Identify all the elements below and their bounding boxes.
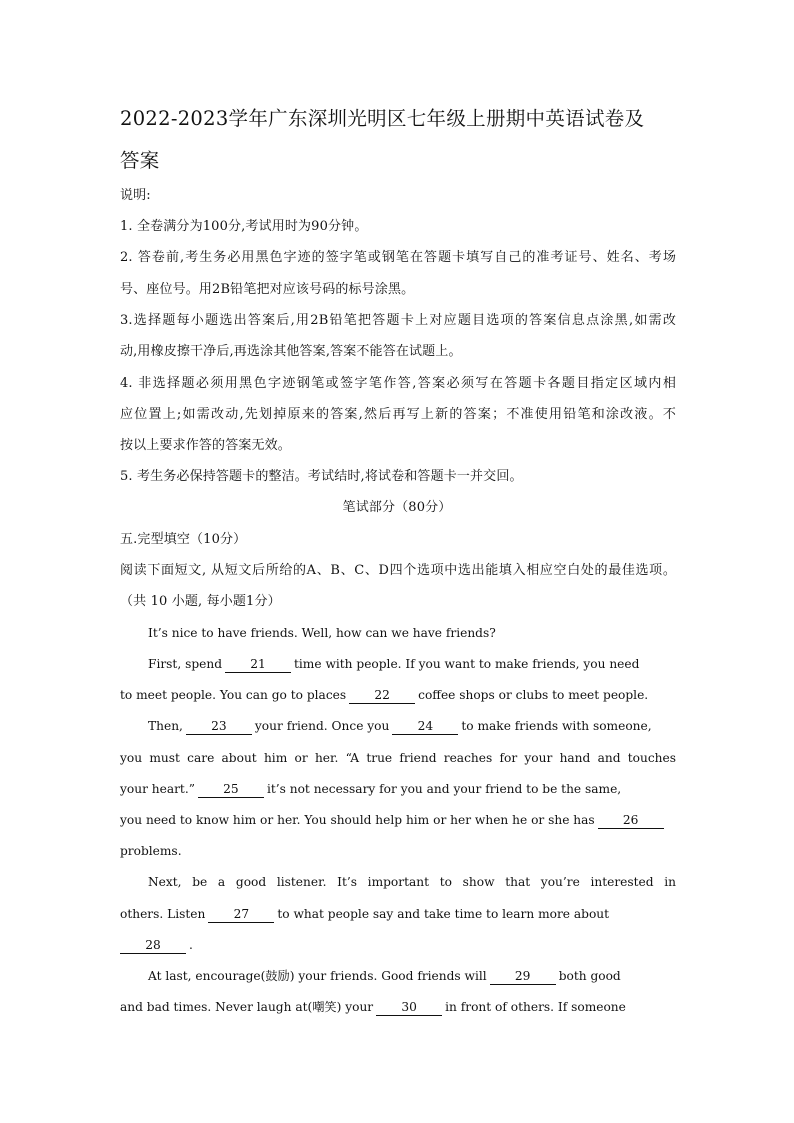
blank-25[interactable]: 25 <box>198 782 264 798</box>
passage-line: you need to know him or her. You should help him or her when he or she has 26 <box>120 810 676 830</box>
instruction-item: 动,用橡皮擦干净后,再选涂其他答案,答案不能答在试题上。 <box>120 344 462 359</box>
passage-line: and bad times. Never laugh at(嘲笑) your 30 in front of others. If someone <box>120 1000 626 1014</box>
passage-line: others. Listen 27 to what people say and take time to learn more about <box>120 907 610 921</box>
instruction-item: 1. 全卷满分为100分,考试用时为90分钟。 <box>120 219 368 234</box>
blank-21[interactable]: 21 <box>225 657 291 673</box>
blank-30[interactable]: 30 <box>376 1000 442 1016</box>
blank-29[interactable]: 29 <box>490 969 556 985</box>
blank-26[interactable]: 26 <box>598 813 664 829</box>
instruction-item: 号、座位号。用2B铅笔把对应该号码的标号涂黑。 <box>120 282 415 297</box>
exam-title-line-2: 答案 <box>120 149 160 172</box>
passage-line: First, spend 21 time with people. If you want to make friends, you need <box>148 657 640 671</box>
passage-line: your heart.” 25 it’s not necessary for you and your friend to be the same, <box>120 782 622 796</box>
instruction-item: 3.选择题每小题选出答案后,用2B铅笔把答题卡上对应题目选项的答案信息点涂黑,如需改 <box>120 313 676 328</box>
passage-line: It’s nice to have friends. Well, how can we have friends? <box>148 626 496 640</box>
blank-24[interactable]: 24 <box>392 719 458 735</box>
instruction-item: 应位置上;如需改动,先划掉原来的答案,然后再写上新的答案；不准使用铅笔和涂改液。不 <box>120 407 676 422</box>
passage-line: Then, 23 your friend. Once you 24 to make friends with someone, <box>148 719 652 733</box>
blank-22[interactable]: 22 <box>349 688 415 704</box>
blank-27[interactable]: 27 <box>208 907 274 923</box>
written-section-heading: 笔试部分（80分） <box>342 500 452 515</box>
blank-23[interactable]: 23 <box>186 719 252 735</box>
exam-title-line-1: 2022-2023学年广东深圳光明区七年级上册期中英语试卷及 <box>120 107 645 130</box>
part-title: 五.完型填空（10分） <box>120 532 247 547</box>
passage-line: problems. <box>120 844 182 858</box>
passage-line: to meet people. You can go to places 22 coffee shops or clubs to meet people. <box>120 688 649 702</box>
blank-28[interactable]: 28 <box>120 938 186 954</box>
directions-line-1: 阅读下面短文, 从短文后所给的A、B、C、D四个选项中选出能填入相应空白处的最佳选项。 <box>120 563 676 578</box>
instruction-item: 2. 答卷前,考生务必用黑色字迹的签字笔或钢笔在答题卡填写自己的准考证号、姓名、考场 <box>120 250 676 265</box>
passage-line: 28 . <box>120 935 676 955</box>
directions-line-2: （共 10 小题, 每小题1分） <box>120 594 281 609</box>
passage-line: you must care about him or her. “A true friend reaches for your hand and touches <box>120 751 676 765</box>
instruction-item: 4. 非选择题必须用黑色字迹钢笔或签字笔作答,答案必须写在答题卡各题目指定区域内相 <box>120 376 676 391</box>
instruction-item: 5. 考生务必保持答题卡的整洁。考试结时,将试卷和答题卡一并交回。 <box>120 469 523 484</box>
instructions-heading: 说明: <box>120 188 151 203</box>
instruction-item: 按以上要求作答的答案无效。 <box>120 438 291 453</box>
passage-line: Next, be a good listener. It’s important to show that you’re interested in <box>148 875 676 889</box>
passage-line: At last, encourage(鼓励) your friends. Good friends will 29 both good <box>148 969 621 983</box>
